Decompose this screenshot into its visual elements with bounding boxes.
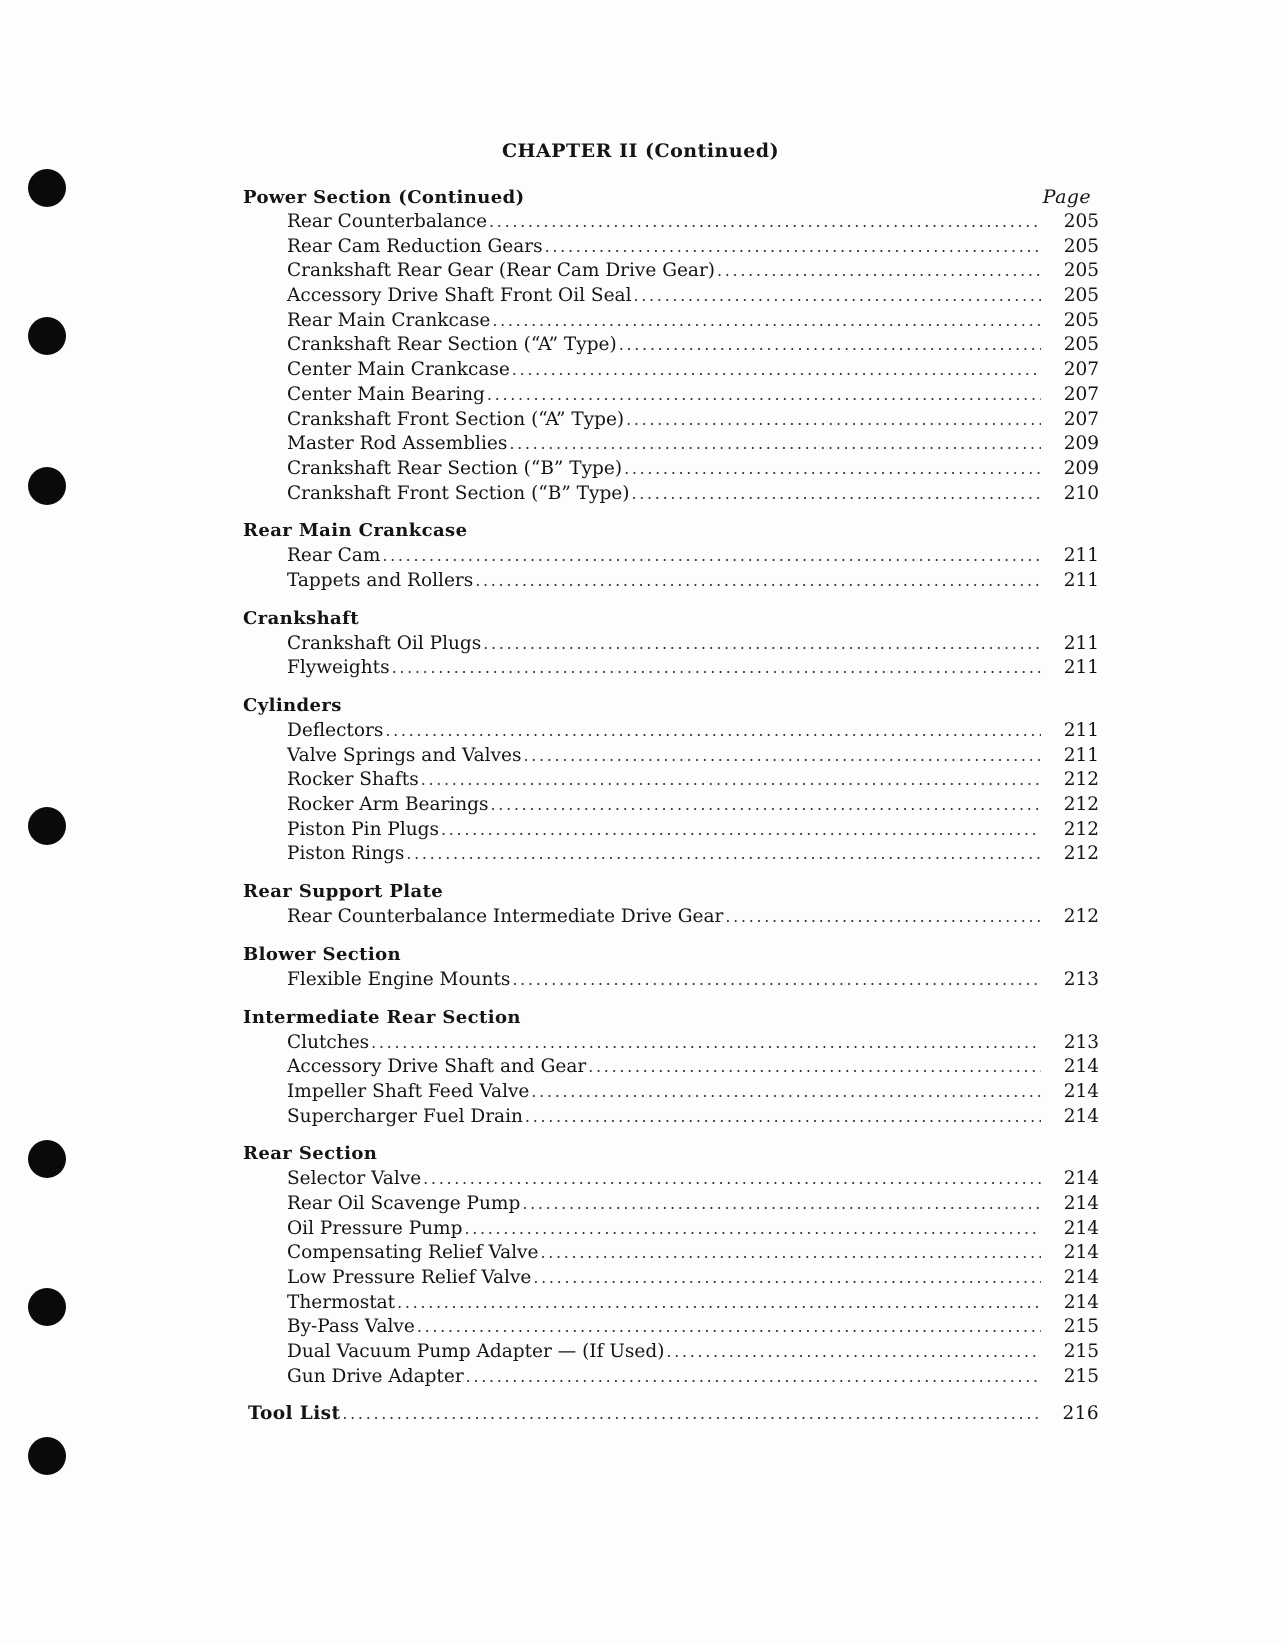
page-column-label: Page bbox=[1042, 186, 1091, 208]
dot-leader bbox=[533, 1267, 1041, 1288]
toc-entry-label: Crankshaft Rear Section (“A” Type) bbox=[287, 334, 617, 356]
toc-entry-label: Crankshaft Rear Section (“B” Type) bbox=[287, 457, 623, 479]
dot-leader bbox=[489, 211, 1041, 232]
toc-entry bbox=[243, 1316, 1099, 1341]
dot-leader bbox=[382, 545, 1041, 566]
dot-leader bbox=[619, 334, 1041, 355]
toc-entry-label: Crankshaft Rear Gear (Rear Cam Drive Gear) bbox=[287, 260, 716, 282]
dot-leader bbox=[531, 1081, 1041, 1102]
toc-entry bbox=[243, 819, 1099, 844]
toc-entry-page: 213 bbox=[1063, 968, 1099, 990]
section-heading bbox=[243, 1007, 1099, 1032]
toc-entry-page: 205 bbox=[1063, 309, 1099, 331]
toc-entry-page: 209 bbox=[1063, 457, 1099, 479]
toc-entry-page: 211 bbox=[1063, 569, 1099, 591]
toc-section bbox=[243, 520, 1099, 594]
toc-section bbox=[243, 944, 1099, 994]
dot-leader bbox=[512, 359, 1041, 380]
binder-hole bbox=[28, 1140, 66, 1178]
toc-entry bbox=[243, 433, 1099, 458]
toc-entry-label: Selector Valve bbox=[287, 1168, 422, 1190]
toc-section bbox=[243, 695, 1099, 868]
toc-section bbox=[243, 1143, 1099, 1390]
toc-entry-label: Valve Springs and Valves bbox=[287, 744, 522, 766]
toc-entry-page: 216 bbox=[1062, 1403, 1099, 1425]
toc-entry-page: 213 bbox=[1063, 1031, 1099, 1053]
toc-entry bbox=[243, 409, 1099, 434]
toc-entry-page: 214 bbox=[1063, 1267, 1099, 1288]
toc-entry-page: 210 bbox=[1063, 482, 1099, 504]
toc-entry bbox=[243, 1032, 1099, 1057]
dot-leader bbox=[624, 458, 1041, 479]
toc-entry bbox=[243, 745, 1099, 770]
toc-entry bbox=[243, 1218, 1099, 1243]
toc-entry-page: 205 bbox=[1063, 285, 1099, 307]
toc-entry-page: 205 bbox=[1063, 211, 1099, 232]
dot-leader bbox=[540, 1242, 1041, 1263]
toc-entry-page: 214 bbox=[1063, 1217, 1099, 1239]
toc-entry-label: By-Pass Valve bbox=[287, 1316, 415, 1338]
toc-entry bbox=[243, 359, 1099, 384]
dot-leader bbox=[441, 819, 1041, 840]
toc-entry-label: Rear Cam Reduction Gears bbox=[287, 235, 543, 257]
dot-leader bbox=[342, 1403, 1041, 1424]
toc-entry bbox=[243, 1193, 1099, 1218]
toc-entry-label: Master Rod Assemblies bbox=[287, 433, 508, 455]
toc-entry-page: 212 bbox=[1063, 906, 1099, 928]
toc-entry-page: 212 bbox=[1063, 794, 1099, 816]
toc-entry bbox=[243, 236, 1099, 261]
toc-entry bbox=[243, 1168, 1099, 1193]
dot-leader bbox=[512, 969, 1041, 990]
toc-entry-label: Center Main Bearing bbox=[287, 383, 485, 405]
toc-entry bbox=[243, 1242, 1099, 1267]
toc-entry-page: 215 bbox=[1063, 1365, 1099, 1387]
toc-entry bbox=[243, 1081, 1099, 1106]
toc-entry-label: Piston Pin Plugs bbox=[287, 818, 440, 840]
section-heading bbox=[243, 186, 1099, 211]
toc-entry bbox=[243, 1267, 1099, 1292]
toc-entry bbox=[243, 334, 1099, 359]
toc-entry bbox=[243, 843, 1099, 868]
section-heading-text: Intermediate Rear Section bbox=[243, 1006, 521, 1028]
toc-entry-page: 214 bbox=[1063, 1242, 1099, 1264]
dot-leader bbox=[492, 310, 1041, 331]
section-heading bbox=[243, 944, 1099, 969]
toc-entry-page: 207 bbox=[1063, 383, 1099, 405]
section-heading bbox=[243, 520, 1099, 545]
toc-entry-label: Rocker Shafts bbox=[287, 769, 419, 791]
section-heading bbox=[243, 1143, 1099, 1168]
toc-entry-label: Rear Counterbalance Intermediate Drive Gear bbox=[287, 906, 724, 928]
toc-entry bbox=[243, 458, 1099, 483]
toc-entry-page: 214 bbox=[1063, 1080, 1099, 1102]
toc-section bbox=[243, 881, 1099, 931]
section-heading-text: Rear Section bbox=[243, 1143, 378, 1165]
toc-entry-page: 207 bbox=[1063, 359, 1099, 381]
chapter-title bbox=[0, 140, 1281, 162]
chapter-title-text: CHAPTER II bbox=[501, 140, 638, 162]
toc-entry-label: Rear Oil Scavenge Pump bbox=[287, 1192, 521, 1214]
toc-entry-label: Deflectors bbox=[287, 720, 384, 741]
dot-leader bbox=[525, 1106, 1041, 1127]
section-heading-text: Crankshaft bbox=[243, 607, 359, 629]
toc-entry bbox=[243, 384, 1099, 409]
toc-entry-label: Piston Rings bbox=[287, 843, 405, 865]
dot-leader bbox=[588, 1056, 1041, 1077]
toc-entry bbox=[243, 545, 1099, 570]
dot-leader bbox=[397, 1292, 1041, 1313]
toc-entry bbox=[243, 657, 1099, 682]
section-heading-text: Rear Support Plate bbox=[243, 881, 444, 903]
toc-entry-label: Rear Main Crankcase bbox=[287, 309, 491, 331]
toc-entry-label: Oil Pressure Pump bbox=[287, 1217, 463, 1239]
dot-leader bbox=[626, 409, 1041, 430]
toc-entry-label: Flexible Engine Mounts bbox=[287, 968, 511, 990]
section-heading-text: Rear Main Crankcase bbox=[243, 520, 468, 542]
binder-hole bbox=[28, 169, 66, 207]
toc-entry bbox=[243, 1292, 1099, 1317]
binder-hole bbox=[28, 317, 66, 355]
dot-leader bbox=[417, 1316, 1041, 1337]
dot-leader bbox=[421, 769, 1041, 790]
dot-leader bbox=[491, 794, 1041, 815]
dot-leader bbox=[631, 483, 1041, 504]
toc-entry-label: Gun Drive Adapter bbox=[287, 1365, 464, 1387]
toc-entry-label: Supercharger Fuel Drain bbox=[287, 1105, 523, 1127]
toc-section bbox=[243, 186, 1099, 507]
toc-entry-label: Rear Counterbalance bbox=[287, 211, 488, 232]
toc-section bbox=[243, 1007, 1099, 1131]
binder-hole bbox=[28, 1437, 66, 1475]
toc-entry-label: Accessory Drive Shaft Front Oil Seal bbox=[287, 285, 632, 307]
section-heading-text: Blower Section bbox=[243, 943, 402, 965]
dot-leader bbox=[666, 1341, 1041, 1362]
dot-leader bbox=[633, 285, 1041, 306]
dot-leader bbox=[475, 570, 1041, 591]
toc-entry-page: 215 bbox=[1063, 1316, 1099, 1338]
binder-hole bbox=[28, 807, 66, 845]
toc-entry-label: Crankshaft Front Section (“A” Type) bbox=[287, 408, 625, 430]
toc-entry-page: 211 bbox=[1063, 632, 1099, 654]
toc-entry-page: 207 bbox=[1063, 408, 1099, 430]
toc-entry bbox=[243, 906, 1099, 931]
section-heading bbox=[243, 881, 1099, 906]
section-heading-text: Power Section (Continued) bbox=[243, 187, 525, 208]
toc-entry bbox=[243, 794, 1099, 819]
toc-entry-label: Crankshaft Oil Plugs bbox=[287, 632, 482, 654]
chapter-title-suffix: (Continued) bbox=[644, 140, 780, 162]
dot-leader bbox=[509, 433, 1041, 454]
dot-leader bbox=[406, 843, 1041, 864]
table-of-contents bbox=[243, 186, 1099, 1428]
toc-entry-label: Compensating Relief Valve bbox=[287, 1242, 539, 1264]
toc-entry-page: 214 bbox=[1063, 1192, 1099, 1214]
toc-entry-label: Tool List bbox=[248, 1403, 341, 1425]
dot-leader bbox=[371, 1032, 1041, 1053]
toc-entry bbox=[243, 211, 1099, 236]
toc-entry-page: 212 bbox=[1063, 843, 1099, 865]
toc-entry-page: 205 bbox=[1063, 334, 1099, 356]
toc-entry bbox=[243, 633, 1099, 658]
toc-entry bbox=[243, 1341, 1099, 1366]
toc-entry-page: 214 bbox=[1063, 1291, 1099, 1313]
toc-entry-label: Dual Vacuum Pump Adapter — (If Used) bbox=[287, 1341, 665, 1363]
toc-entry-label: Center Main Crankcase bbox=[287, 359, 510, 381]
toc-entry-label: Crankshaft Front Section (“B” Type) bbox=[287, 482, 630, 504]
dot-leader bbox=[522, 1193, 1041, 1214]
dot-leader bbox=[466, 1366, 1041, 1387]
dot-leader bbox=[725, 906, 1041, 927]
toc-entry-page: 211 bbox=[1063, 545, 1099, 567]
toc-entry-page: 214 bbox=[1063, 1168, 1099, 1190]
toc-entry bbox=[243, 720, 1099, 745]
toc-entry-label: Rear Cam bbox=[287, 545, 381, 567]
toc-section bbox=[243, 608, 1099, 682]
toc-entry bbox=[243, 1366, 1099, 1391]
dot-leader bbox=[385, 720, 1041, 741]
toc-entry bbox=[243, 260, 1099, 285]
toc-entry-tool-list bbox=[243, 1403, 1099, 1428]
dot-leader bbox=[717, 260, 1041, 281]
toc-entry-label: Flyweights bbox=[287, 657, 390, 679]
binder-hole bbox=[28, 467, 66, 505]
toc-entry bbox=[243, 769, 1099, 794]
toc-entry bbox=[243, 1056, 1099, 1081]
toc-entry bbox=[243, 310, 1099, 335]
dot-leader bbox=[523, 745, 1041, 766]
toc-entry-page: 212 bbox=[1063, 769, 1099, 791]
dot-leader bbox=[423, 1168, 1041, 1189]
toc-entry bbox=[243, 1106, 1099, 1131]
toc-entry-label: Tappets and Rollers bbox=[287, 569, 474, 591]
toc-entry-page: 215 bbox=[1063, 1341, 1099, 1363]
toc-entry-label: Impeller Shaft Feed Valve bbox=[287, 1080, 530, 1102]
toc-entry-page: 211 bbox=[1063, 744, 1099, 766]
toc-entry-page: 212 bbox=[1063, 818, 1099, 840]
toc-entry-page: 205 bbox=[1063, 260, 1099, 282]
section-heading bbox=[243, 695, 1099, 720]
toc-entry-page: 211 bbox=[1063, 657, 1099, 679]
toc-entry-page: 205 bbox=[1063, 235, 1099, 257]
toc-entry-label: Clutches bbox=[287, 1031, 370, 1053]
toc-entry-page: 214 bbox=[1063, 1105, 1099, 1127]
toc-entry-label: Thermostat bbox=[287, 1291, 396, 1313]
toc-entry-label: Low Pressure Relief Valve bbox=[287, 1267, 532, 1288]
toc-entry-page: 214 bbox=[1063, 1056, 1099, 1078]
toc-entry-label: Accessory Drive Shaft and Gear bbox=[287, 1056, 587, 1078]
section-heading bbox=[243, 608, 1099, 633]
toc-entry bbox=[243, 570, 1099, 595]
dot-leader bbox=[392, 657, 1041, 678]
binder-hole bbox=[28, 1288, 66, 1326]
toc-entry-page: 211 bbox=[1063, 720, 1099, 741]
dot-leader bbox=[487, 384, 1041, 405]
toc-entry bbox=[243, 285, 1099, 310]
dot-leader bbox=[483, 633, 1041, 654]
dot-leader bbox=[464, 1218, 1041, 1239]
toc-entry-label: Rocker Arm Bearings bbox=[287, 794, 489, 816]
dot-leader bbox=[545, 236, 1041, 257]
section-heading-text: Cylinders bbox=[243, 695, 342, 716]
toc-entry bbox=[243, 969, 1099, 994]
toc-entry bbox=[243, 483, 1099, 508]
toc-entry-page: 209 bbox=[1063, 433, 1099, 455]
